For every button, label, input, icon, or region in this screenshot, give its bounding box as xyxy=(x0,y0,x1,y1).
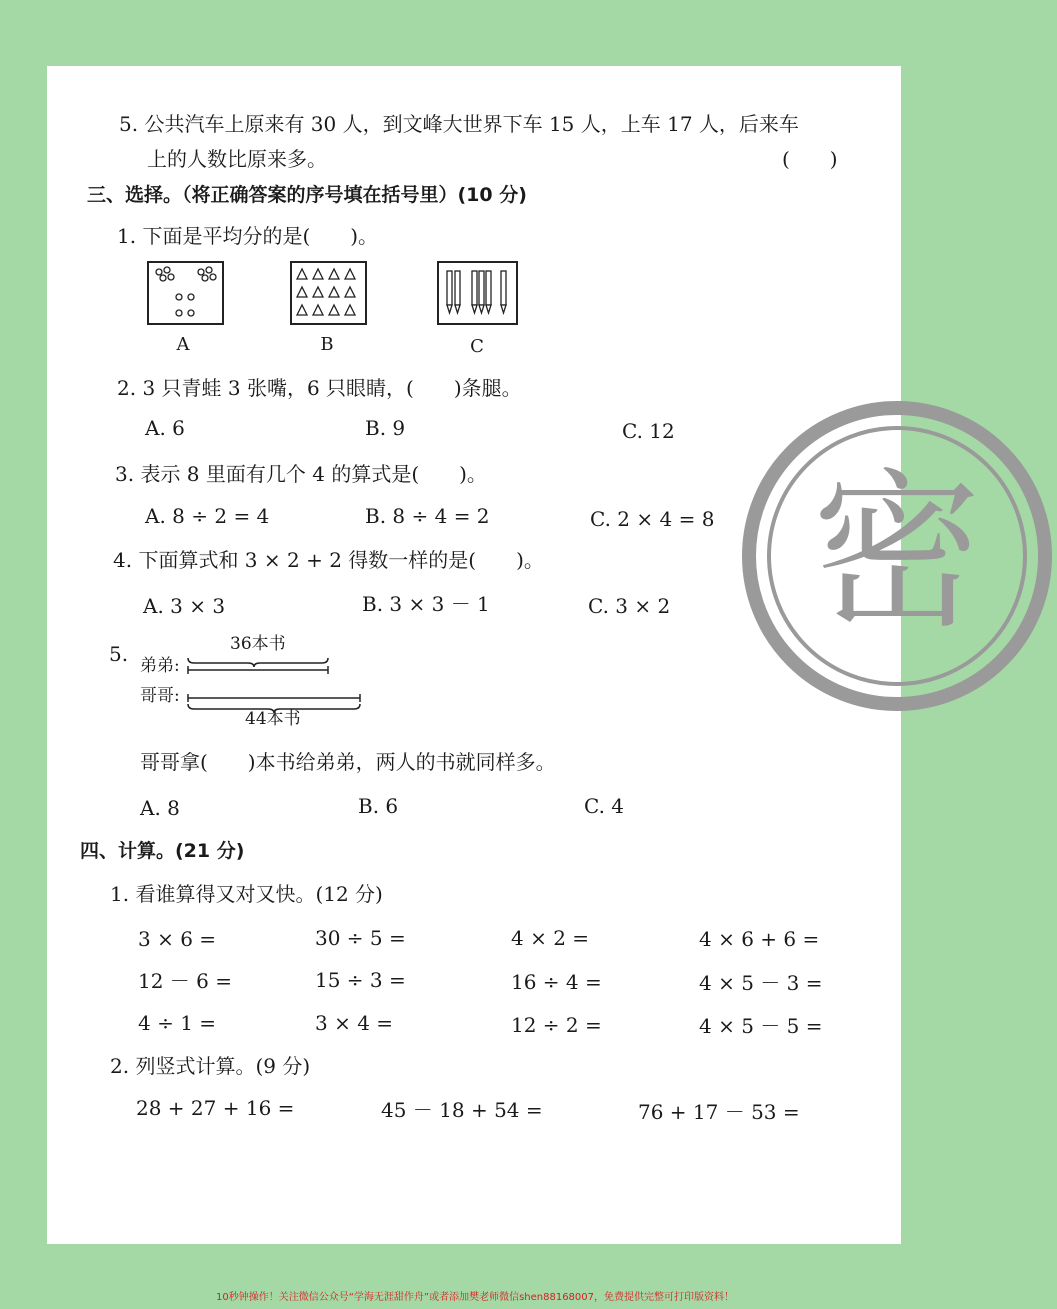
figure-b-triangles xyxy=(290,261,367,325)
line-segment-diagram xyxy=(182,654,372,714)
s3-q5-stem: 哥哥拿( )本书给弟弟，两人的书就同样多。 xyxy=(140,750,556,774)
stamp-character: 密 xyxy=(811,454,983,652)
calc-r3-c4: 4 × 5 － 5 = xyxy=(699,1014,823,1038)
worksheet-page xyxy=(47,66,983,1244)
vertical-calc-1: 28 + 27 + 16 = xyxy=(136,1096,295,1120)
calc-r1-c1: 3 × 6 = xyxy=(138,927,217,951)
calc-r3-c3: 12 ÷ 2 = xyxy=(511,1013,602,1037)
section-4-title: 四、计算。(21 分) xyxy=(80,840,245,862)
question-5-line-2: 上的人数比原来多。 xyxy=(147,147,327,171)
s3-q3-stem: 3. 表示 8 里面有几个 4 的算式是( )。 xyxy=(115,462,487,486)
question-5-line-1: 5. 公共汽车上原来有 30 人，到文峰大世界下车 15 人，上车 17 人，后来车 xyxy=(119,112,799,136)
s3-q5-option-b: B. 6 xyxy=(358,794,399,818)
bottom-amount-label: 44本书 xyxy=(245,709,301,729)
s3-q5-number: 5. xyxy=(109,642,129,666)
figure-a-label: A xyxy=(176,334,190,355)
answer-paren[interactable]: ( ) xyxy=(782,147,838,171)
s3-q2-option-b: B. 9 xyxy=(365,416,406,440)
s3-q3-option-b: B. 8 ÷ 4 = 2 xyxy=(365,504,490,528)
figure-c-pencils xyxy=(437,261,518,325)
stamp-seal xyxy=(737,396,1057,716)
calc-r3-c1: 4 ÷ 1 = xyxy=(138,1011,217,1035)
s3-q2-stem: 2. 3 只青蛙 3 张嘴，6 只眼睛，( )条腿。 xyxy=(117,376,522,400)
calc-r2-c1: 12 － 6 = xyxy=(138,969,233,993)
top-amount-label: 36本书 xyxy=(230,634,286,654)
s3-q3-option-c: C. 2 × 4 = 8 xyxy=(590,507,715,531)
s3-q3-option-a: A. 8 ÷ 2 = 4 xyxy=(145,504,270,528)
s4-part2-title: 2. 列竖式计算。(9 分) xyxy=(110,1054,311,1078)
s3-q1-stem: 1. 下面是平均分的是( )。 xyxy=(117,224,379,248)
s3-q5-option-c: C. 4 xyxy=(584,794,625,818)
s3-q4-stem: 4. 下面算式和 3 × 2 + 2 得数一样的是( )。 xyxy=(113,548,544,572)
figure-b-label: B xyxy=(320,334,334,355)
s3-q5-option-a: A. 8 xyxy=(140,796,180,820)
s4-part1-title: 1. 看谁算得又对又快。(12 分) xyxy=(110,882,383,906)
vertical-calc-3: 76 + 17 － 53 = xyxy=(638,1100,800,1124)
figure-c-label: C xyxy=(470,336,484,357)
figure-a-circles xyxy=(147,261,224,325)
calc-r2-c4: 4 × 5 － 3 = xyxy=(699,971,823,995)
s3-q4-option-b: B. 3 × 3 － 1 xyxy=(362,592,490,616)
section-3-title: 三、选择。（将正确答案的序号填在括号里）(10 分) xyxy=(87,184,527,206)
younger-brother-label: 弟弟: xyxy=(140,656,180,676)
footer-notice: 10秒钟操作！关注微信公众号“学海无涯甜作舟”或者添加樊老师微信shen88168007，免费提供完整可打印版资料！ xyxy=(215,1292,735,1303)
s3-q4-option-c: C. 3 × 2 xyxy=(588,594,671,618)
s3-q4-option-a: A. 3 × 3 xyxy=(143,594,226,618)
calc-r2-c3: 16 ÷ 4 = xyxy=(511,970,602,994)
calc-r3-c2: 3 × 4 = xyxy=(315,1011,394,1035)
calc-r2-c2: 15 ÷ 3 = xyxy=(315,968,406,992)
calc-r1-c4: 4 × 6 + 6 = xyxy=(699,927,820,951)
older-brother-label: 哥哥: xyxy=(140,686,180,706)
calc-r1-c2: 30 ÷ 5 = xyxy=(315,926,406,950)
vertical-calc-2: 45 － 18 + 54 = xyxy=(381,1098,543,1122)
calc-r1-c3: 4 × 2 = xyxy=(511,926,590,950)
s3-q2-option-c: C. 12 xyxy=(622,419,675,443)
s3-q2-option-a: A. 6 xyxy=(145,416,185,440)
